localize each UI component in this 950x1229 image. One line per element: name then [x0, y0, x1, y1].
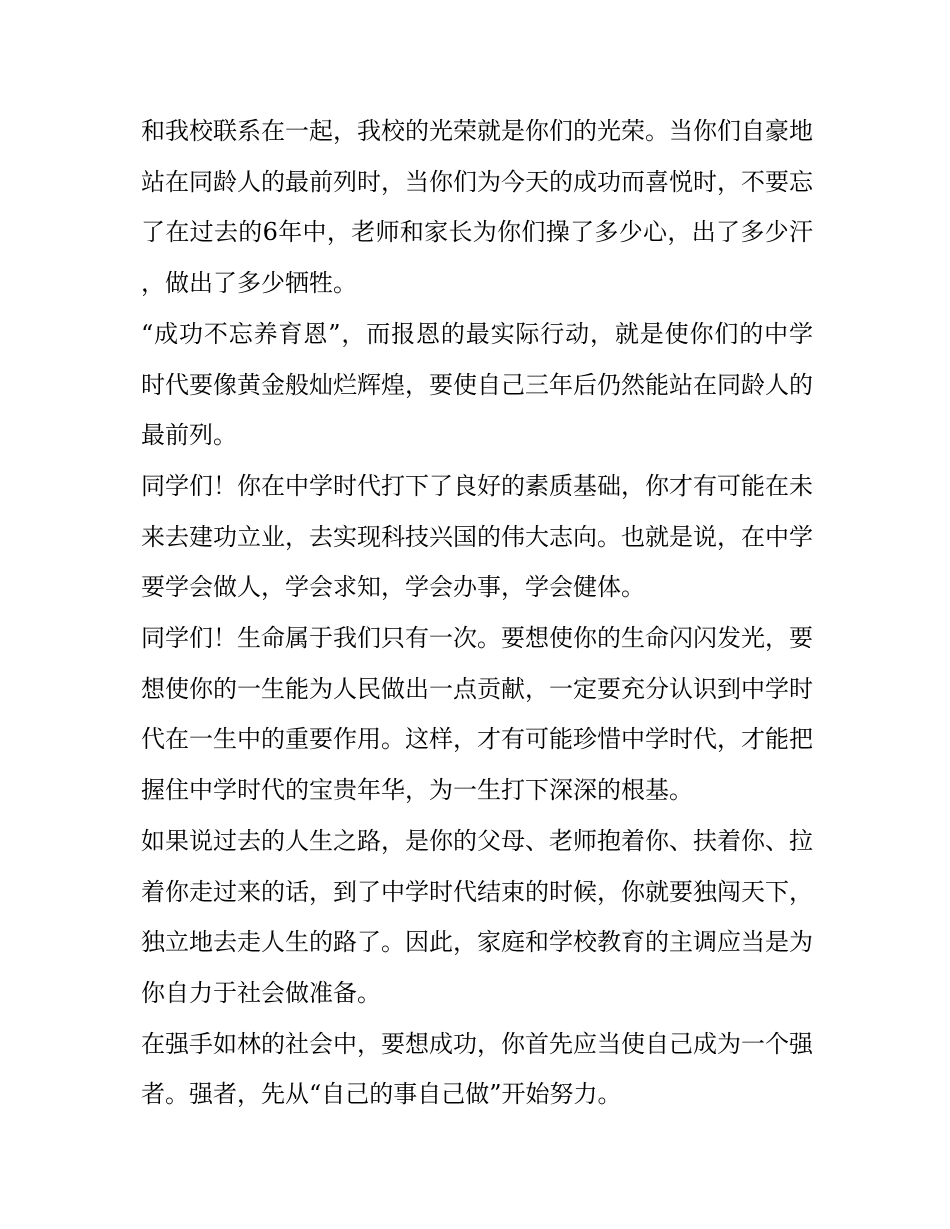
- paragraph-6: 在强手如林的社会中，要想成功，你首先应当使自己成为一个强者。强者，先从“自己的事自己做”开始努力。: [141, 1029, 813, 1109]
- paragraph-1: 和我校联系在一起，我校的光荣就是你们的光荣。当你们自豪地站在同龄人的最前列时，当你们为今天的成功而喜悦时，不要忘了在过去的6年中，老师和家长为你们操了多少心，出了多少汗，做出了多少牺牲。: [141, 117, 813, 298]
- paragraph-4: 同学们！生命属于我们只有一次。要想使你的生命闪闪发光，要想使你的一生能为人民做出一点贡献，一定要充分认识到中学时代在一生中的重要作用。这样，才有可能珍惜中学时代，才能把握住中学时代的宝贵年华，为一生打下深深的根基。: [141, 624, 813, 805]
- paragraph-3: 同学们！你在中学时代打下了良好的素质基础，你才有可能在未来去建功立业，去实现科技兴国的伟大志向。也就是说，在中学要学会做人，学会求知，学会办事，学会健体。: [141, 471, 813, 602]
- document-body: [141, 106, 813, 1120]
- paragraph-5: 如果说过去的人生之路，是你的父母、老师抱着你、扶着你、拉着你走过来的话，到了中学时代结束的时候，你就要独闯天下，独立地去走人生的路了。因此，家庭和学校教育的主调应当是为你自力于社会做准备。: [141, 826, 813, 1007]
- paragraph-2: “成功不忘养育恩”，而报恩的最实际行动，就是使你们的中学时代要像黄金般灿烂辉煌，要使自己三年后仍然能站在同龄人的最前列。: [141, 319, 813, 450]
